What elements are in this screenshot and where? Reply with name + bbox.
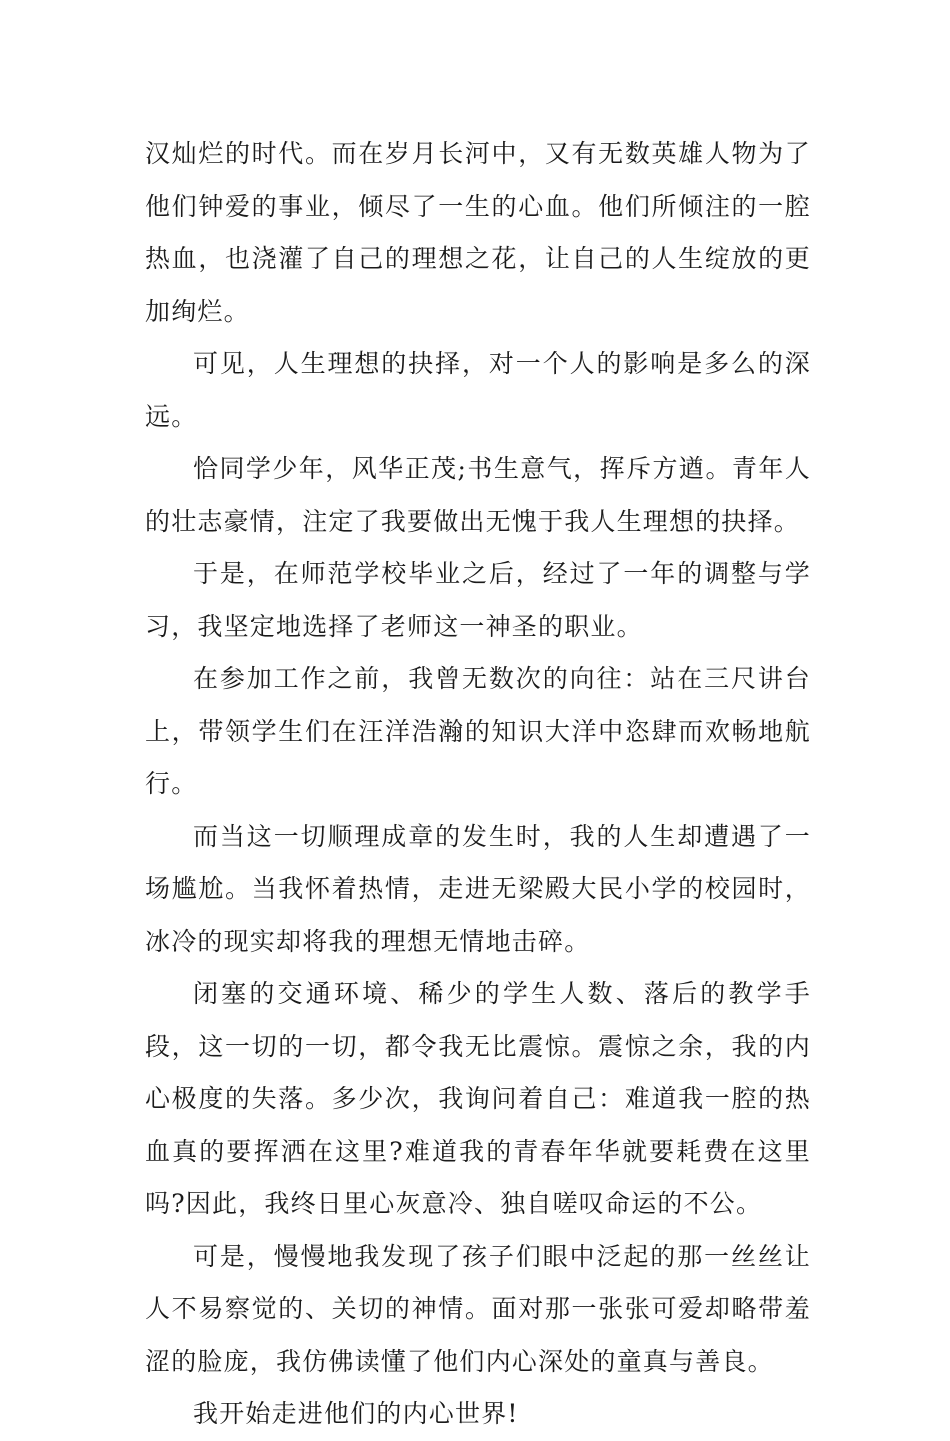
document-body	[145, 128, 811, 1441]
paragraph: 而当这一切顺理成章的发生时，我的人生却遭遇了一场尴尬。当我怀着热情，走进无梁殿大民小学的校园时，冰冷的现实却将我的理想无情地击碎。	[145, 821, 811, 956]
paragraph: 可见，人生理想的抉择，对一个人的影响是多么的深远。	[145, 349, 811, 431]
paragraph: 于是，在师范学校毕业之后，经过了一年的调整与学习，我坚定地选择了老师这一神圣的职业。	[145, 559, 811, 641]
paragraph: 我开始走进他们的内心世界!	[193, 1399, 519, 1428]
paragraph: 恰同学少年，风华正茂;书生意气，挥斥方遒。青年人的壮志豪情，注定了我要做出无愧于我人生理想的抉择。	[145, 454, 811, 536]
paragraph: 闭塞的交通环境、稀少的学生人数、落后的教学手段，这一切的一切，都令我无比震惊。震惊之余，我的内心极度的失落。多少次，我询问着自己：难道我一腔的热血真的要挥洒在这里?难道我的青春年华就要耗费在这里吗?因此，我终日里心灰意冷、独自嗟叹命运的不公。	[145, 979, 811, 1218]
paragraph: 可是，慢慢地我发现了孩子们眼中泛起的那一丝丝让人不易察觉的、关切的神情。面对那一张张可爱却略带羞涩的脸庞，我仿佛读懂了他们内心深处的童真与善良。	[145, 1241, 811, 1376]
paragraph: 在参加工作之前，我曾无数次的向往：站在三尺讲台上，带领学生们在汪洋浩瀚的知识大洋中恣肆而欢畅地航行。	[145, 664, 811, 798]
paragraph-continued: 汉灿烂的时代。而在岁月长河中，又有无数英雄人物为了他们钟爱的事业，倾尽了一生的心血。他们所倾注的一腔热血，也浇灌了自己的理想之花，让自己的人生绽放的更加绚烂。	[145, 139, 811, 326]
